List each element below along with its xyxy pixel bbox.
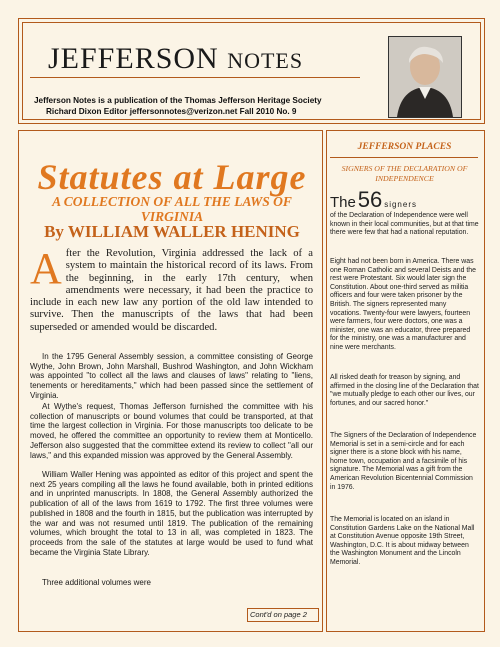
sidebar-subheading: SIGNERS OF THE DECLARATION OF INDEPENDENCE [341,164,468,183]
lead-number: 56 [357,187,383,212]
sidebar-rule [330,157,478,158]
article-subtitle: A COLLECTION OF ALL THE LAWS OF VIRGINIA [52,194,292,224]
article-paragraph-1: In the 1795 General Assembly session, a committee consisting of George Wythe, John Brown, John Marshall, Bushrod Washington, and John Wickham was appointed "to collect all the laws and clauses of laws" relating to "liens, tenements or hereditaments," which had been passed since the settlement of Virginia. [30,352,313,400]
sidebar-paragraph-3: All risked death for treason by signing, and affirmed in the closing line of the Declaration that "we mutually pledge to each other our lives, our fortunes, and our sacred honor." [330,374,479,407]
article-paragraph-2: At Wythe's request, Thomas Jefferson furnished the committee with his collection of manuscripts or bound volumes that could be transported, at that time the largest collection in Virginia. For those manuscripts too delicate to be moved, he offered the committee an opportunity to review them at Monticello. Jefferson also suggested that the committee extend its review to collect "all our laws," and this expanded mission was approved by the General Assembly. [30,402,313,460]
title-small: NOTES [227,48,304,73]
title-main: JEFFERSON [48,42,219,75]
sidebar-paragraph-1: of the Declaration of Independence were well known in their local communities, but at that time there were few that had a national reputation. [330,212,479,237]
sidebar-paragraph-2: Eight had not been born in America. There was one Roman Catholic and several Deists and the rest were Protestant. Six would later sign the Constitution. About one-third served as militia officers and four were taken prisoner by the British. The signers represented many vocations. Twenty-four were lawyers, fourteen were farmers, four were doctors, one was a minister, one was an educator, three prepared for the ministry, one was a manufacturer and nine were merchants. [330,258,476,351]
article-lead [30,244,313,334]
publication-line-2: Richard Dixon Editor jeffersonnotes@verizon.net Fall 2010 No. 9 [46,106,297,116]
sidebar-paragraph-4: The Signers of the Declaration of Independence Memorial is set in a semi-circle and for each signer there is a stone block with his name, home town, occupation and a facsimile of his signature. The Memorial was a gift from the American Revolution Bicentennial Commission in 1976. [330,432,477,491]
lead-signers: signers [384,200,417,209]
masthead-title [48,42,303,76]
lead-the: The [330,194,356,211]
article-paragraph-3: William Waller Hening was appointed as editor of this project and spent the next 25 years compiling all the laws he found available, both in printed editions and in unprinted manuscripts. In 1808, the General Assembly authorized the publication of all of the laws from 1619 to 1792. The first three volumes were published in 1808 and the fourth in 1815, but the publication was interrupted by the war and was not resumed until 1819. The publication of the remaining volumes, which brought the total to 13 in all, was completed in 1823. The proceeds from the sale of the statutes at large would be used to fund what became the Virginia State Library. [30,470,313,557]
publication-line-1: Jefferson Notes is a publication of the Thomas Jefferson Heritage Society [34,96,322,105]
article-paragraph-4: Three additional volumes were [42,578,151,587]
jefferson-portrait [388,36,462,118]
lead-text: fter the Revolution, Virginia addressed the lack of a system to maintain the historical record of its laws. From the beginning, in the early 17th century, when amendments were necessary, it had been the practice to include in each new law any portion of the old law intended to survive. Then the manuscripts of the laws that had been superseded or amended would be discarded. [30,248,313,333]
sidebar-lead [330,187,479,212]
drop-cap: A [30,244,62,293]
article-byline: By WILLIAM WALLER HENING [44,222,300,241]
publication-info [34,96,364,117]
title-rule [30,77,360,78]
article-title: Statutes at Large [37,157,307,197]
sidebar-heading: JEFFERSON PLACES [357,142,452,152]
continued-note: Cont'd on page 2 [247,608,319,622]
sidebar-paragraph-5: The Memorial is located on an island in Constitution Gardens Lake on the National Mall at Constitution Avenue opposite 19th Street, Washington, D.C. It is about midway between the Washington Monument and the Lincoln Memorial. [330,516,475,566]
